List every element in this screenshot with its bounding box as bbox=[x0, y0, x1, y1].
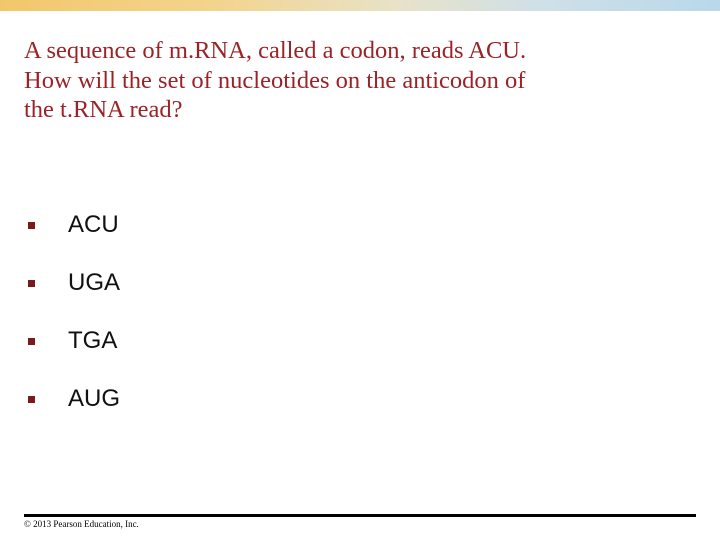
answer-choice-label: UGA bbox=[68, 269, 121, 296]
question-line-2: How will the set of nucleotides on the anticodon of bbox=[24, 66, 526, 94]
top-gradient-band bbox=[0, 0, 720, 11]
question-line-3: the t.RNA read? bbox=[24, 96, 183, 123]
answer-choice-1[interactable] bbox=[24, 196, 120, 254]
footer-divider bbox=[24, 514, 696, 517]
answer-choice-3[interactable] bbox=[24, 312, 120, 370]
copyright-notice: © 2013 Pearson Education, Inc. bbox=[24, 519, 139, 529]
square-bullet-icon bbox=[28, 338, 35, 345]
square-bullet-icon bbox=[28, 280, 35, 287]
square-bullet-icon bbox=[28, 222, 35, 229]
square-bullet-icon bbox=[28, 396, 35, 403]
answer-choice-label: AUG bbox=[68, 385, 121, 412]
answer-choice-label: TGA bbox=[68, 327, 118, 354]
answer-choice-4[interactable] bbox=[24, 370, 120, 428]
answer-choices-list bbox=[24, 196, 120, 428]
question-line-1: A sequence of m.RNA, called a codon, reads ACU. bbox=[24, 37, 527, 64]
answer-choice-label: ACU bbox=[68, 211, 119, 238]
question-title bbox=[24, 36, 704, 125]
answer-choice-2[interactable] bbox=[24, 254, 120, 312]
